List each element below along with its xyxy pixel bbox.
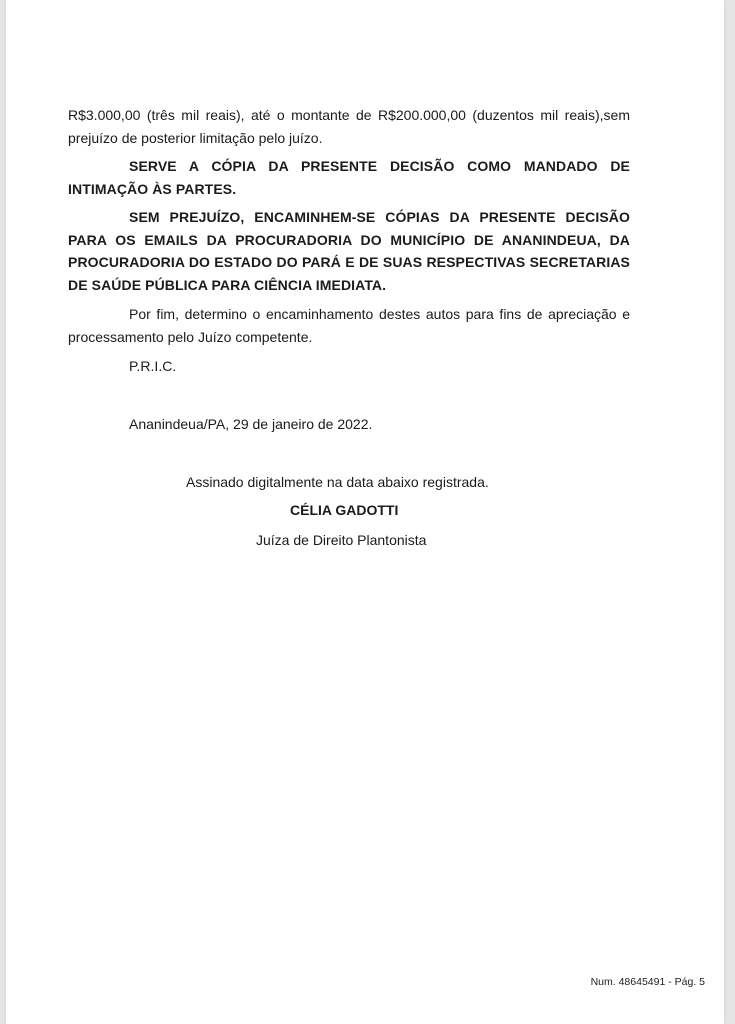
digital-signature-note: Assinado digitalmente na data abaixo registrada. (186, 474, 489, 490)
page-footer-number: Num. 48645491 - Pág. 5 (590, 976, 705, 988)
paragraph-amount-limit: R$3.000,00 (três mil reais), até o montante de R$200.000,00 (duzentos mil reais),sem prejuízo de posterior limitação pelo juízo. (68, 107, 630, 146)
paragraph-final-determination: Por fim, determino o encaminhamento destes autos para fins de apreciação e processamento pelo Juízo competente. (68, 306, 630, 345)
judge-name: CÉLIA GADOTTI (290, 502, 399, 518)
paragraph-forward-copies: SEM PREJUÍZO, ENCAMINHEM-SE CÓPIAS DA PRESENTE DECISÃO PARA OS EMAILS DA PROCURADORIA DO MUNICÍPIO DE ANANINDEUA, DA PROCURADORIA DO ESTADO DO PARÁ E DE SUAS RESPECTIVAS SECRETARIAS DE SAÚDE PÚBLICA PARA CIÊNCIA IMEDIATA. (68, 209, 630, 293)
document-page (6, 0, 724, 1024)
place-date-line: Ananindeua/PA, 29 de janeiro de 2022. (129, 416, 373, 432)
paragraph-serve-as-mandate: SERVE A CÓPIA DA PRESENTE DECISÃO COMO MANDADO DE INTIMAÇÃO ÀS PARTES. (68, 158, 630, 197)
pric-line: P.R.I.C. (129, 358, 177, 374)
judge-title: Juíza de Direito Plantonista (256, 532, 427, 548)
